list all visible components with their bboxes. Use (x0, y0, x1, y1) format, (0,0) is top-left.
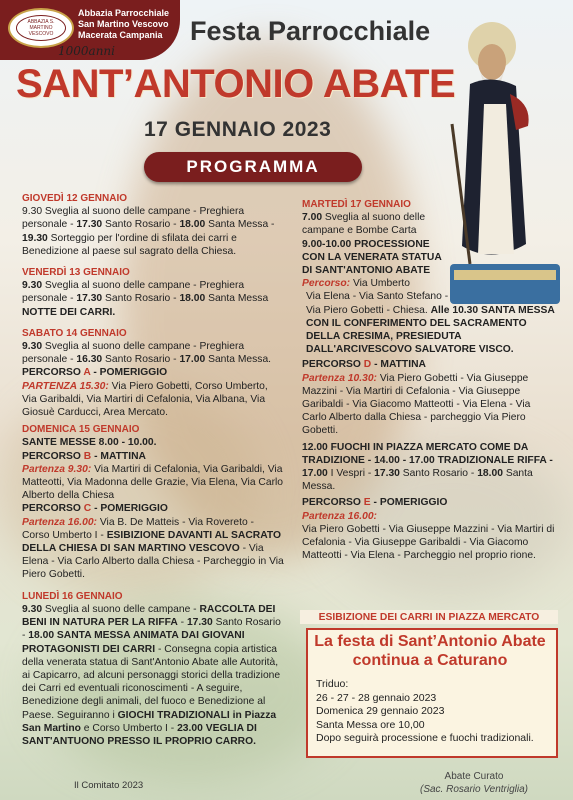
abbey-logo (8, 8, 74, 48)
time-span: 17.30 (76, 293, 103, 305)
highlight-span: GIOCHI TRADIZIONALI in Piazza San Martino (22, 709, 277, 734)
percorso-c-route (22, 516, 284, 582)
text-span: e Corso Umberto I - (80, 722, 178, 734)
carri-exhibition-banner: ESIBIZIONE DEI CARRI IN PIAZZA MERCATO (300, 610, 558, 624)
saint-title: SANT’ANTONIO ABATE (16, 62, 456, 106)
day-block-venerdi (22, 266, 284, 319)
text-span: I Vespri - (327, 468, 375, 480)
text-span: - POMERIGGIO (90, 367, 168, 379)
comitato-credit: Il Comitato 2023 (74, 780, 144, 791)
text-span: Sveglia al suono delle campane - (42, 603, 200, 615)
triduo-dates: 26 - 27 - 28 gennaio 2023 (316, 691, 437, 704)
time-span: 18.00 (179, 219, 206, 231)
day-block-giovedi (22, 192, 284, 258)
time-span: 17.30 (76, 219, 103, 231)
route-text: - Via Elena - Via Carlo Alberto dalla Chiesa - Parcheggio in Via Piero Gobetti. (22, 543, 284, 581)
text-span: Santo Rosario - (102, 219, 180, 231)
highlight-span: 23.00 VEGLIA DI SANT'ANTUONO PRESSO IL PROPRIO CARRO. (22, 722, 257, 747)
text-span: Santo Rosario - (22, 617, 281, 642)
fuochi-line (302, 441, 557, 494)
percorso-a-route (22, 380, 284, 420)
parish-line-1: Abbazia Parrocchiale (78, 8, 170, 18)
partenza-label: Partenza 16.00: (302, 510, 377, 522)
route-text: Via B. De Matteis - Via Rovereto - Corso Umberto I - (22, 516, 254, 541)
event-date: 17 GENNAIO 2023 (144, 118, 332, 141)
time-span: 9.30 (22, 280, 43, 292)
curato-title: Abate Curato (444, 771, 504, 782)
procession-note: Dopo seguirà processione e fuochi tradizionali. (316, 732, 534, 744)
time-span: 18.00 (477, 468, 503, 480)
percorso-label: Percorso: (302, 278, 351, 290)
day-text (22, 279, 284, 319)
day-block-lunedi (22, 590, 284, 748)
day-heading: MARTEDÌ 17 GENNAIO (302, 199, 411, 210)
day-heading: DOMENICA 15 GENNAIO (22, 424, 140, 436)
programma-banner: PROGRAMMA (144, 152, 362, 182)
text-span: PERCORSO (302, 359, 364, 371)
text-span: PERCORSO (22, 450, 84, 462)
route-text: Via Piero Gobetti - Chiesa. (306, 304, 431, 316)
signature-block (404, 770, 544, 796)
processione-route-3 (302, 304, 557, 357)
highlight-span: Alle 10.30 SANTA MESSA CON IL CONFERIMENTO DEL SACRAMENTO DELLA CRESIMA, PRESIEDUTA DALL'ARCIVESCOVO SALVATORE VISCO. (306, 304, 555, 356)
highlight-span: RACCOLTA DEI BENI IN NATURA PER LA RIFFA (22, 603, 276, 629)
partenza-label: Partenza 9.30: (22, 463, 92, 475)
program-right-column (302, 198, 557, 562)
time-span: 16.30 (76, 354, 103, 366)
text-span: Sveglia al suono delle campane e Bombe Carta (302, 212, 426, 237)
text-span: - MATTINA (91, 450, 146, 462)
time-span: 9.30 (22, 341, 43, 353)
day-heading: SABATO 14 GENNAIO (22, 327, 127, 339)
highlight-span: 12.00 FUOCHI IN PIAZZA MERCATO COME DA TRADIZIONE - 14.00 - 17.00 TRADIZIONALE RIFFA - 17.00 (302, 441, 553, 480)
text-span: - POMERIGGIO (91, 503, 168, 515)
program-left-column (22, 192, 284, 756)
route-letter: D (363, 359, 372, 371)
percorso-b-heading (22, 450, 284, 463)
parish-line-2: San Martino Vescovo (78, 19, 169, 29)
day-text (22, 603, 284, 748)
time-span: 19.30 (22, 232, 48, 244)
text-span: - Consegna copia artistica della venerata statua di Sant'Antonio Abate alle Autorità, ai Capicarro, ad alcuni personaggi storici della tradizione dei Carri ed eventuali riconoscimenti - A seguire, Benedizione degli animali, del fuoco e Benedizione al Paese. Seguiranno i (22, 643, 281, 721)
millennium-label: 1000anni (58, 44, 115, 58)
mass-time: Santa Messa ore 10,00 (316, 718, 425, 731)
messe-line: SANTE MESSE 8.00 - 10.00. (22, 437, 157, 449)
time-span: 18.00 (179, 293, 206, 305)
text-span: Sorteggio per l'ordine di sfilata dei carri e Benedizione al paese sul sagrato della Chiesa. (22, 232, 237, 257)
percorso-e-route: Via Piero Gobetti - Via Giuseppe Mazzini - Via Martiri di Cefalonia - Via Giuseppe Garibaldi - Via Giacomo Matteotti - Via Elena - Parcheggio nel proprio rione. (302, 523, 555, 562)
text-span: Sveglia al suono delle campane - Preghiera personale - (22, 280, 245, 305)
text-span: Santa Messa (205, 293, 269, 305)
percorso-d-route (302, 372, 557, 438)
route-text: Via Umberto (350, 278, 410, 290)
route-letter: B (83, 450, 92, 462)
caturano-title-line-2: continua a Caturano (352, 652, 508, 669)
route-text: Via Piero Gobetti - Via Giuseppe Mazzini - Via Martiri di Cefalonia - Via Giuseppe Garibaldi - Via Giacomo Matteotti - Via Elena - Via Carlo Alberto dalla Chiesa - parcheggio Via Piero Gobetti. (302, 372, 531, 437)
day-block-domenica (22, 423, 284, 581)
percorso-e-heading (302, 496, 557, 509)
abbey-logo-text: ABBAZIA S. MARTINO VESCOVO (16, 15, 66, 41)
text-span: Santo Rosario - (102, 354, 180, 366)
sunday-date: Domenica 29 gennaio 2023 (316, 705, 445, 717)
highlight-span: ESIBIZIONE DAVANTI AL SACRATO DELLA CHIESA DI SAN MARTINO VESCOVO (22, 529, 281, 555)
time-span: 17.30 (374, 468, 400, 480)
parish-line-3: Macerata Campania (78, 30, 163, 40)
text-span: Sveglia al suono delle campane - Preghiera personale - (22, 341, 245, 366)
highlight-span: NOTTE DEI CARRI. (22, 306, 116, 318)
day-block-sabato (22, 327, 284, 419)
curato-name: (Sac. Rosario Ventriglia) (419, 784, 528, 795)
time-span: 17.00 (179, 354, 206, 366)
processione-line: 9.00-10.00 PROCESSIONE CON LA VENERATA STATUA DI SANT'ANTONIO ABATE (302, 238, 442, 277)
processione-route (302, 277, 557, 290)
text-span: Santa Messa. (205, 354, 272, 366)
route-letter: A (83, 367, 91, 379)
percorso-d-heading (302, 358, 557, 371)
highlight-span: 18.00 SANTA MESSA ANIMATA DAI GIOVANI PROTAGONISTI DEI CARRI (22, 630, 245, 655)
text-span: PERCORSO (22, 503, 84, 515)
text-span: 9.30 Sveglia al suono delle campane - Preghiera personale - (22, 206, 245, 231)
route-letter: E (363, 497, 371, 509)
route-letter: C (83, 503, 92, 515)
route-text: Via Piero Gobetti, Corso Umberto, Via Garibaldi, Via Martiri di Cefalonia, Via Albana, Via Giosuè Carducci, Area Mercato. (22, 380, 268, 419)
percorso-b-route (22, 463, 284, 503)
text-span: - (177, 617, 187, 629)
percorso-c-heading (22, 502, 284, 515)
parish-name (78, 8, 178, 41)
day-heading: VENERDÌ 13 GENNAIO (22, 267, 130, 279)
day-text (22, 205, 284, 258)
time-span: 7.00 (302, 212, 323, 224)
text-span: - MATTINA (371, 359, 426, 371)
partenza-label: PARTENZA 15.30: (22, 380, 109, 392)
time-span: 17.30 (186, 617, 213, 629)
day-text (22, 340, 284, 366)
partenza-label: Partenza 10.30: (302, 372, 377, 384)
day-heading: LUNEDÌ 16 GENNAIO (22, 590, 123, 602)
partenza-label: Partenza 16.00: (22, 516, 97, 528)
caturano-title-line-1: La festa di Sant’Antonio Abate (314, 633, 546, 650)
text-span: Santo Rosario - (399, 468, 478, 480)
text-span: - POMERIGGIO (370, 497, 448, 509)
text-span: Santa Messa. (302, 468, 533, 493)
percorso-a-heading (22, 366, 284, 379)
day-text (302, 211, 452, 237)
text-span: PERCORSO (302, 497, 364, 509)
caturano-title (306, 632, 554, 670)
time-span: 9.30 (22, 603, 43, 615)
text-span: PERCORSO (22, 367, 84, 379)
festa-title: Festa Parrocchiale (190, 16, 431, 46)
processione-route-2: Via Elena - Via Santo Stefano - (306, 291, 449, 303)
caturano-details (316, 678, 552, 746)
triduo-label: Triduo: (316, 678, 349, 690)
route-text: Via Martiri di Cefalonia, Via Garibaldi, Via Matteotti, Via Madonna delle Grazie, Via Elena, Via Carlo Alberto della Chiesa (22, 463, 284, 502)
day-heading: GIOVEDÌ 12 GENNAIO (22, 193, 128, 204)
text-span: Santo Rosario - (102, 293, 180, 305)
text-span: Santa Messa - (205, 219, 275, 231)
